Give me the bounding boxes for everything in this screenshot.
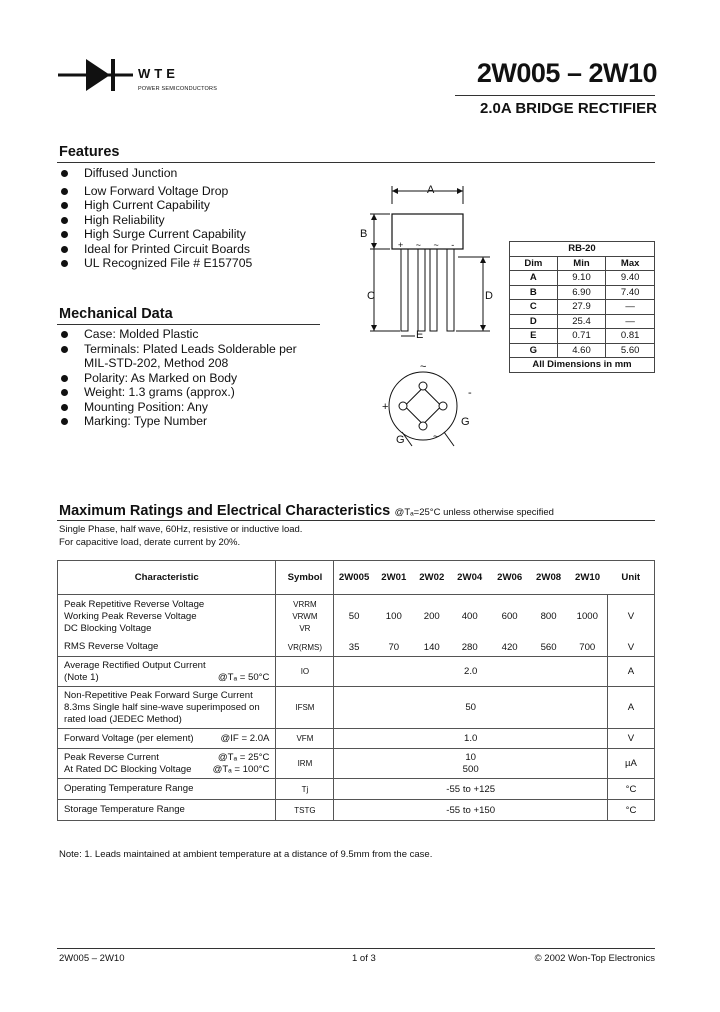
bullet-icon — [61, 346, 68, 353]
tilde-label-top: ~ — [420, 361, 427, 373]
bullet-icon — [61, 375, 68, 382]
footer-left: 2W005 – 2W10 — [59, 953, 125, 964]
page-title: 2W005 – 2W10 — [476, 58, 657, 88]
ratings-line2: For capacitive load, derate current by 20%. — [59, 537, 241, 548]
table-row: Forward Voltage (per element) @IF = 2.0A VFM 1.0 V — [58, 729, 655, 749]
ratings-line1: Single Phase, half wave, 60Hz, resistive or inductive load. — [59, 524, 303, 535]
features-heading: Features — [59, 144, 120, 160]
list-item: High Surge Current Capability — [59, 227, 252, 242]
table-row: B 6.90 7.40 — [510, 285, 655, 300]
bullet-icon — [61, 202, 68, 209]
footer-copyright: © 2002 Won-Top Electronics — [534, 953, 655, 964]
dimension-table-title: RB-20 — [510, 242, 655, 257]
list-item: UL Recognized File # E157705 — [59, 256, 252, 271]
table-row: Peak Reverse Current @Tₐ = 25°C At Rated DC Blocking Voltage @Tₐ = 100°C IRM 10 500 µA — [58, 749, 655, 779]
ratings-table — [57, 560, 655, 821]
tilde-label-bottom: ~ — [433, 431, 440, 443]
bullet-icon — [61, 331, 68, 338]
dim-label-d: D — [485, 290, 493, 302]
list-item: Weight: 1.3 grams (approx.) — [59, 385, 297, 400]
table-row: Non-Repetitive Peak Forward Surge Current 8.3ms Single half sine-wave superimposed on rated load (JEDEC Method) IFSM 50 A — [58, 687, 655, 729]
table-row: C 27.9 — — [510, 300, 655, 315]
table-row: Operating Temperature Range Tj -55 to +125 °C — [58, 779, 655, 800]
table-header: Unit — [608, 561, 655, 595]
bullet-icon — [61, 231, 68, 238]
list-item: Marking: Type Number — [59, 414, 297, 429]
list-item: High Current Capability — [59, 198, 252, 213]
dimension-table-footer: All Dimensions in mm — [510, 358, 655, 373]
bullet-icon — [61, 170, 68, 177]
bullet-icon — [61, 404, 68, 411]
list-item: Terminals: Plated Leads Solderable per MIL-STD-202, Method 208 — [59, 342, 297, 371]
ratings-condition: @Tₐ=25°C unless otherwise specified — [394, 507, 554, 518]
table-row: E 0.71 0.81 — [510, 329, 655, 344]
table-header: 2W01 — [374, 561, 414, 595]
ratings-heading-row — [59, 502, 554, 520]
logo-tagline: POWER SEMICONDUCTORS — [138, 86, 218, 92]
table-header: 2W04 — [450, 561, 490, 595]
page-subtitle: 2.0A BRIDGE RECTIFIER — [480, 100, 657, 117]
bullet-icon — [61, 188, 68, 195]
features-list — [59, 166, 252, 271]
bullet-icon — [61, 260, 68, 267]
list-item: High Reliability — [59, 213, 252, 228]
table-row: D 25.4 — — [510, 314, 655, 329]
list-item: Mounting Position: Any — [59, 400, 297, 415]
table-header: Characteristic — [58, 561, 276, 595]
table-header: Min — [557, 256, 606, 271]
dim-label-b: B — [360, 228, 368, 240]
table-header: 2W005 — [334, 561, 374, 595]
list-item: Case: Molded Plastic — [59, 327, 297, 342]
table-header: Dim — [510, 256, 558, 271]
pin-labels: + ~ ~ - — [398, 240, 460, 250]
table-row: G 4.60 5.60 — [510, 343, 655, 358]
features-rule — [57, 162, 655, 163]
list-item: Polarity: As Marked on Body — [59, 371, 297, 386]
bullet-icon — [61, 418, 68, 425]
table-row: RMS Reverse Voltage VR(RMS) 35 70 140 280 420 560 700 V — [58, 639, 655, 657]
table-header: 2W06 — [490, 561, 530, 595]
table-row: Peak Repetitive Reverse Voltage Working Peak Reverse Voltage DC Blocking Voltage VRRM VRWM VR 50 100 200 400 600 800 1000 V — [58, 595, 655, 639]
table-header: 2W10 — [568, 561, 608, 595]
plus-label: + — [382, 401, 389, 413]
bullet-icon — [61, 246, 68, 253]
table-note: Note: 1. Leads maintained at ambient temperature at a distance of 9.5mm from the case. — [59, 849, 433, 860]
dim-label-a: A — [427, 184, 435, 196]
dim-label-g1: G — [396, 434, 405, 446]
minus-label: - — [468, 387, 472, 399]
dim-label-g2: G — [461, 416, 470, 428]
list-item: Low Forward Voltage Drop — [59, 184, 252, 199]
list-item: Diffused Junction — [59, 166, 252, 181]
mechanical-list — [59, 327, 297, 429]
footer-rule — [57, 948, 655, 949]
package-diagram — [350, 178, 510, 463]
table-row: Average Rectified Output Current (Note 1) @Tₐ = 50°C IO 2.0 A — [58, 657, 655, 687]
list-item: Ideal for Printed Circuit Boards — [59, 242, 252, 257]
table-row: Storage Temperature Range TSTG -55 to +150 °C — [58, 800, 655, 821]
mechanical-heading: Mechanical Data — [59, 306, 173, 322]
wte-logo-icon — [58, 55, 133, 95]
dim-label-e: E — [416, 329, 424, 341]
dim-label-c: C — [367, 290, 375, 302]
ratings-heading: Maximum Ratings and Electrical Characteristics — [59, 503, 391, 519]
table-header: 2W02 — [414, 561, 450, 595]
footer-page: 1 of 3 — [352, 953, 376, 964]
title-rule — [455, 95, 655, 96]
table-header: Max — [606, 256, 655, 271]
table-header: Symbol — [276, 561, 334, 595]
table-header: 2W08 — [530, 561, 568, 595]
logo-brand: WTE — [138, 66, 179, 81]
table-row: A 9.10 9.40 — [510, 271, 655, 286]
mechanical-rule — [57, 324, 320, 325]
bullet-icon — [61, 217, 68, 224]
dimension-table — [509, 241, 655, 373]
bullet-icon — [61, 389, 68, 396]
ratings-rule — [57, 520, 655, 521]
